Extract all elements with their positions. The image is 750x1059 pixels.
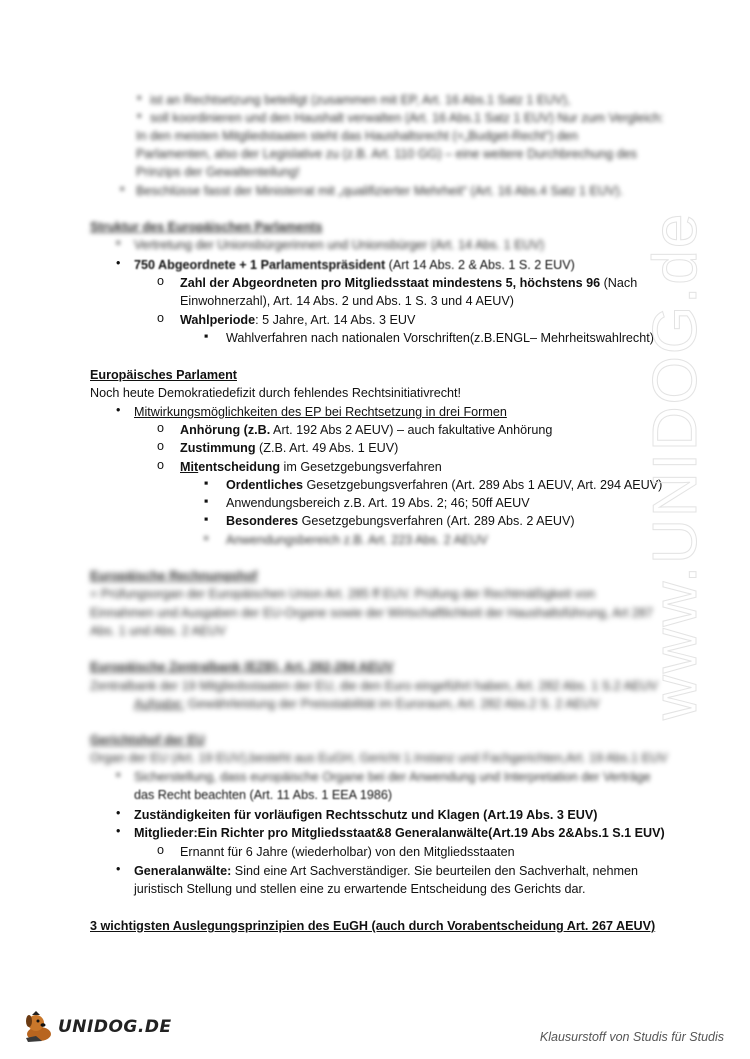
blurred-text: Aufgabe: Gewährleistung der Preisstabilität im Euroraum, Art. 282 Abs.2 S. 2 AEUV [134, 697, 600, 711]
circle-bullet-icon: o [157, 439, 165, 453]
blurred-text: Zentralbank der 19 Mitgliedsstaaten der EU, die den Euro eingeführt haben, Art. 282 Abs. 1 S.2 AEUV [90, 679, 658, 693]
list-item: Zustimmung (Z.B. Art. 49 Abs. 1 EUV) [180, 441, 399, 455]
list-item-cont: das Recht beachten (Art. 11 Abs. 1 EEA 1986) [134, 788, 393, 802]
blurred-text: Anwendungsbereich z.B. Art. 223 Abs. 2 AEUV [226, 533, 488, 547]
blurred-text: Beschlüsse fasst der Ministerrat mit „qualifizierter Mehrheit“ (Art. 16 Abs.4 Satz 1 EUV). [136, 184, 624, 198]
bullet-dot-icon: • [137, 91, 142, 105]
logo-text: UNIDOG.DE [58, 1017, 172, 1037]
list-item: Wahlperiode: 5 Jahre, Art. 14 Abs. 3 EUV [180, 313, 416, 327]
section-heading: Europäische Zentralbank (EZB), Art. 282-284 AEUV [90, 660, 394, 674]
circle-bullet-icon: o [157, 421, 165, 435]
section-heading: Europäisches Parlament [90, 368, 237, 382]
section-heading: Gerichtshof der EU [90, 733, 205, 747]
blurred-text: In den meisten Mitgliedstaaten steht das Haushaltsrecht (=„Budget-Recht“) den [136, 129, 579, 143]
blurred-text: Parlamenten, also der Legislative zu (z.B. Art. 110 GG) – eine weitere Durchbrechung des [136, 147, 637, 161]
square-bullet-icon: ▪ [204, 476, 209, 490]
list-item-cont: juristisch Stellung und stellen eine zu erwartende Entscheidung des Gerichts dar. [134, 882, 586, 896]
list-item: Mitentscheidung im Gesetzgebungsverfahren [180, 460, 442, 474]
square-bullet-icon: ▪ [204, 531, 209, 545]
list-item: Zuständigkeiten für vorläufigen Rechtsschutz und Klagen (Art.19 Abs. 3 EUV) [134, 808, 598, 822]
list-item: Mitwirkungsmöglichkeiten des EP bei Rechtsetzung in drei Formen [134, 405, 507, 419]
blurred-text: Einnahmen und Ausgaben der EU-Organe sowie der Wirtschaftlichkeit der Haushaltsführung, Art 287 [90, 606, 653, 620]
watermark: www.UNIDOG.de [641, 211, 710, 720]
blurred-text: Prinzips der Gewaltenteilung! [136, 165, 300, 179]
blurred-text: Vertretung der Unionsbürgerinnen und Unionsbürger (Art. 14 Abs. 1 EUV) [134, 238, 545, 252]
list-item: Mitglieder:Ein Richter pro Mitgliedsstaat&8 Generalanwälte(Art.19 Abs 2&Abs.1 S.1 EUV) [134, 826, 665, 840]
bullet-dot-icon: • [116, 824, 121, 838]
blurred-text: Abs. 1 und Abs. 2 AEUV [90, 624, 226, 638]
list-item: Ordentliches Gesetzgebungsverfahren (Art. 289 Abs 1 AEUV, Art. 294 AEUV) [226, 478, 663, 492]
circle-bullet-icon: o [157, 843, 165, 857]
section-heading: 3 wichtigsten Auslegungsprinzipien des EuGH (auch durch Vorabentscheidung Art. 267 AEUV) [90, 919, 656, 933]
bullet-dot-icon: • [116, 862, 121, 876]
list-item: Besonderes Gesetzgebungsverfahren (Art. 289 Abs. 2 AEUV) [226, 514, 575, 528]
circle-bullet-icon: o [157, 458, 165, 472]
list-item: Anhörung (z.B. Art. 192 Abs 2 AEUV) – auch fakultative Anhörung [180, 423, 553, 437]
blurred-text: Organ der EU (Art. 19 EUV),besteht aus EuGH, Gericht 1.Instanz und Fachgerichten,Art. 19 Abs.1 EUV [90, 751, 668, 765]
square-bullet-icon: ▪ [204, 512, 209, 526]
bullet-dot-icon: • [116, 256, 121, 270]
list-item: Wahlverfahren nach nationalen Vorschriften(z.B.ENGL– Mehrheitswahlrecht) [226, 331, 654, 345]
section-heading: Europäische Rechnungshof [90, 569, 258, 583]
dog-mascot-icon [22, 1010, 56, 1044]
list-item: Generalanwälte: Sind eine Art Sachverständiger. Sie beurteilen den Sachverhalt, nehmen [134, 864, 639, 878]
blurred-text: ist an Rechtsetzung beteiligt (zusammen mit EP, Art. 16 Abs.1 Satz 1 EUV), [150, 93, 571, 107]
section-heading: Struktur des Europäischen Parlaments [90, 220, 323, 234]
footer-logo[interactable] [22, 1010, 172, 1044]
square-bullet-icon: ▪ [204, 494, 209, 508]
list-item-cont: Einwohnerzahl), Art. 14 Abs. 2 und Abs. 1 S. 3 und 4 AEUV) [180, 294, 514, 308]
blurred-text: soll koordinieren und den Haushalt verwalten (Art. 16 Abs.1 Satz 1 EUV) Nur zum Vergleich: [150, 111, 664, 125]
footer-slogan: Klausurstoff von Studis für Studis [539, 1030, 724, 1044]
circle-bullet-icon: o [157, 274, 165, 288]
bullet-dot-icon: • [116, 236, 121, 250]
bullet-dot-icon: • [116, 768, 121, 782]
circle-bullet-icon: o [157, 311, 165, 325]
blurred-text: = Prüfungsorgan der Europäischen Union Art. 285 ff EUV. Prüfung der Rechtmäßigkeit von [90, 587, 596, 601]
bullet-dot-icon: • [120, 182, 125, 196]
bullet-dot-icon: • [116, 806, 121, 820]
list-item: Anwendungsbereich z.B. Art. 19 Abs. 2; 46; 50ff AEUV [226, 496, 530, 510]
blurred-text: Sicherstellung, dass europäische Organe bei der Anwendung und Interpretation der Verträge [134, 770, 651, 784]
list-item: Ernannt für 6 Jahre (wiederholbar) von den Mitgliedsstaaten [180, 845, 515, 859]
list-item: Zahl der Abgeordneten pro Mitgliedsstaat mindestens 5, höchstens 96 (Nach [180, 276, 638, 290]
list-item: 750 Abgeordnete + 1 Parlamentspräsident (Art 14 Abs. 2 & Abs. 1 S. 2 EUV) [134, 258, 575, 272]
paragraph: Noch heute Demokratiedefizit durch fehlendes Rechtsinitiativrecht! [90, 386, 462, 400]
bullet-dot-icon: • [116, 403, 121, 417]
square-bullet-icon: ▪ [204, 329, 209, 343]
bullet-dot-icon: • [137, 109, 142, 123]
